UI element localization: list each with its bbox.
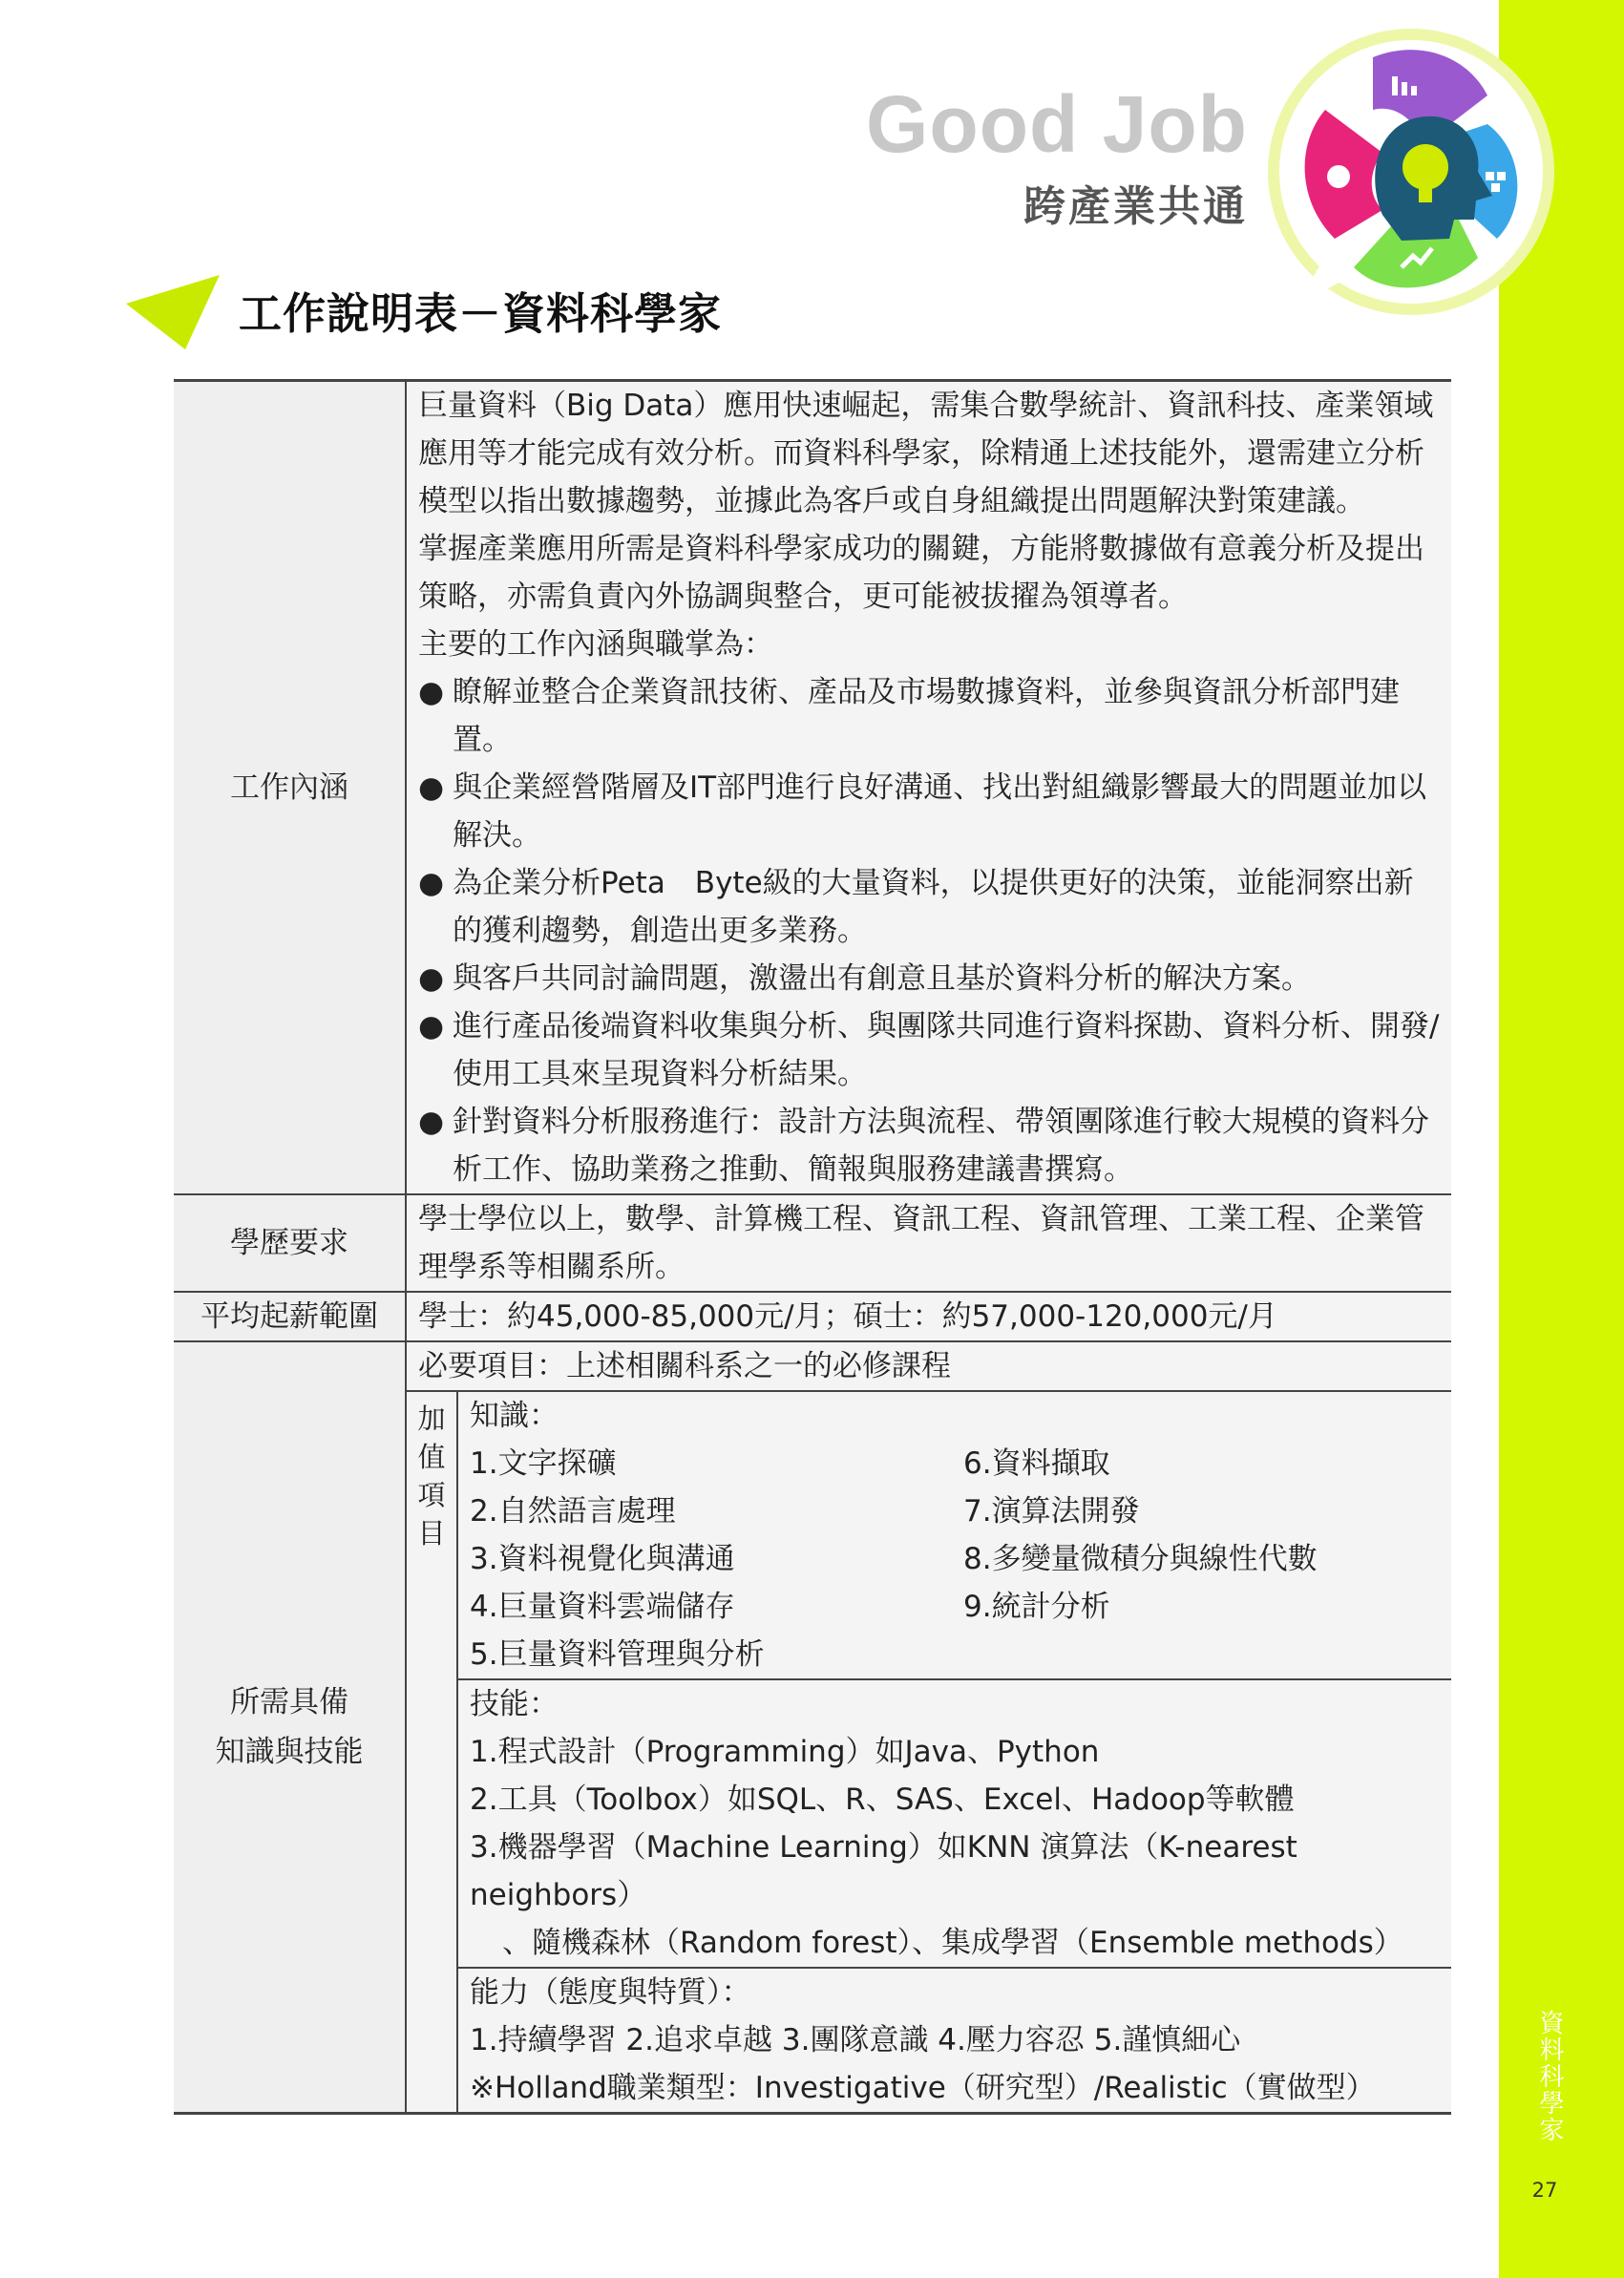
bullet-icon: ● [418,866,445,900]
knowledge-left-column [470,1440,963,1678]
list-item [418,859,1440,955]
bullet-text: 針對資料分析服務進行：設計方法與流程、帶領團隊進行較大規模的資料分析工作、協助業務之推動、簡報與服務建議書撰寫。 [453,1105,1429,1187]
traits-title: 能力（態度與特質）： [470,1975,751,2010]
green-triangle-icon [126,275,221,349]
knowledge-list [470,1440,1440,1678]
required-items: 必要項目：上述相關科系之一的必修課程 [407,1342,1451,1392]
knowledge-right-column [963,1440,1440,1678]
list-item: 7.演算法開發 [963,1494,1140,1529]
good-job-logo [1258,19,1564,325]
education-value: 學士學位以上，數學、計算機工程、資訊工程、資訊管理、工業工程、企業管理學系等相關系所。 [406,1194,1451,1292]
table-row [174,1292,1451,1341]
list-item: 1.程式設計（Programming）如Java、Python [470,1735,1100,1769]
list-item: 9.統計分析 [963,1590,1110,1624]
list-item: 1.文字探礦 [470,1446,617,1481]
list-item: 8.多變量微積分與線性代數 [963,1542,1318,1576]
bullet-text: 進行產品後端資料收集與分析、與團隊共同進行資料探勘、資料分析、開發/使用工具來呈現資料分析結果。 [453,1009,1440,1091]
work-paragraph: 主要的工作內涵與職掌為： [418,627,773,662]
bullet-icon: ● [418,675,445,709]
brand-subtitle: 跨產業共通 [1023,182,1248,231]
bullet-icon: ● [418,770,445,805]
traits-block [458,1967,1451,2112]
skills-label-line: 所需具備 [230,1685,348,1719]
list-item: 2.工具（Toolbox）如SQL、R、SAS、Excel、Hadoop等軟體 [470,1782,1295,1817]
salary-value: 學士：約45,000-85,000元/月；碩士：約57,000-120,000元/月 [406,1292,1451,1341]
traits-list: 1.持續學習 2.追求卓越 3.團隊意識 4.壓力容忍 5.謹慎細心 [470,2023,1241,2057]
bullet-text: 為企業分析Peta Byte級的大量資料，以提供更好的決策，並能洞察出新的獲利趨勢，創造出更多業務。 [453,866,1414,948]
bullet-icon: ● [418,1105,445,1139]
work-paragraph: 巨量資料（Big Data）應用快速崛起，需集合數學統計、資訊科技、產業領域應用等才能完成有效分析。而資料科學家，除精通上述技能外，還需建立分析模型以指出數據趨勢，並據此為客戶或自身組織提出問題解決對策建議。 [418,389,1434,518]
work-label: 工作內涵 [174,381,406,1195]
table-row [174,381,1451,1195]
list-item: 5.巨量資料管理與分析 [470,1637,765,1672]
work-content [406,381,1451,1195]
list-item: 、隨機森林（Random forest）、集成學習（Ensemble methods） [502,1926,1403,1960]
list-item [418,955,1440,1002]
education-label: 學歷要求 [174,1194,406,1292]
accent-side-bar [1499,0,1624,2278]
side-vertical-label: 資料科學家 [1535,2010,1564,2143]
list-item: 2.自然語言處理 [470,1494,676,1529]
job-description-table [174,379,1451,2115]
page-number: 27 [1531,2179,1558,2202]
table-row [174,1194,1451,1292]
added-value-section [407,1392,1451,2112]
list-item [418,764,1440,859]
section-title: 工作說明表－資料科學家 [239,288,723,339]
list-item [418,1098,1440,1193]
holland-type: ※Holland職業類型：Investigative（研究型）/Realistic（實做型） [470,2071,1376,2105]
skills-label [174,1341,406,2114]
bullet-text: 瞭解並整合企業資訊技術、產品及市場數據資料，並參與資訊分析部門建置。 [453,675,1400,757]
table-row [174,1341,1451,2114]
added-value-label: 加 值 項 目 [407,1392,458,2112]
work-paragraph: 掌握產業應用所需是資料科學家成功的關鍵，方能將數據做有意義分析及提出策略，亦需負責內外協調與整合，更可能被拔擢為領導者。 [418,532,1424,614]
brand-title: Good Job [866,79,1248,169]
list-item: 4.巨量資料雲端儲存 [470,1590,735,1624]
skills-content [406,1341,1451,2114]
skills-label-line: 知識與技能 [215,1735,364,1769]
salary-label: 平均起薪範圍 [174,1292,406,1341]
knowledge-block [458,1392,1451,1678]
bullet-text: 與客戶共同討論問題，激盪出有創意且基於資料分析的解決方案。 [453,961,1311,996]
abilities-block [458,1678,1451,1967]
list-item [418,1002,1440,1098]
list-item: 3.資料視覺化與溝通 [470,1542,735,1576]
added-value-blocks [458,1392,1451,2112]
list-item: 3.機器學習（Machine Learning）如KNN 演算法（K-nearest neighbors） [470,1830,1297,1912]
list-item: 6.資料擷取 [963,1446,1110,1481]
list-item [418,668,1440,764]
bullet-text: 與企業經營階層及IT部門進行良好溝通、找出對組織影響最大的問題並加以解決。 [453,770,1427,853]
bullet-icon: ● [418,961,445,996]
knowledge-title: 知識： [470,1399,559,1433]
abilities-title: 技能： [470,1687,559,1721]
bullet-icon: ● [418,1009,445,1044]
